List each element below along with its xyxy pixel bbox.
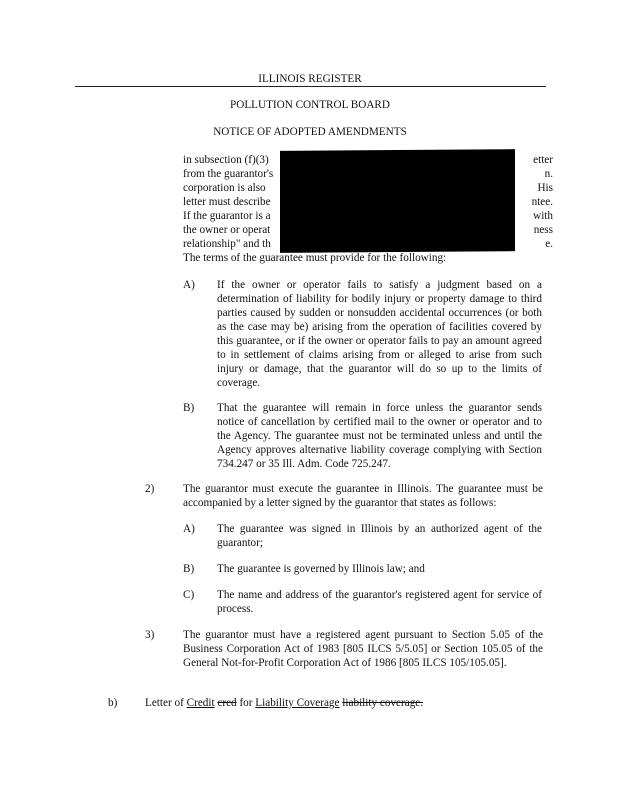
fragment: n. bbox=[544, 168, 553, 180]
item-2a-text: The guarantee was signed in Illinois by an authorized agent of the guarantor; bbox=[217, 523, 542, 549]
intro-line: the owner or operat bbox=[183, 224, 271, 236]
term-b-label: B) bbox=[183, 402, 195, 414]
item-2c-label: C) bbox=[183, 589, 195, 601]
header-rule bbox=[75, 86, 546, 87]
item-2-text: The guarantor must execute the guarantee in Illinois. The guarantee must be accompanied by a letter signed by the guarantor that states as follows: bbox=[183, 483, 543, 509]
intro-line: letter must describe bbox=[183, 196, 271, 208]
item-2-label: 2) bbox=[145, 483, 155, 495]
term-b-text: That the guarantee will remain in force unless the guarantor sends notice of cancellation by certified mail to the owner or operator and to the Agency. The guarantee must not be terminated unless and until the Agency approves alternative liability coverage complying with Section 734.247 or 35 Ill. Adm. Code 725.247. bbox=[217, 402, 542, 470]
item-b-credit: Credit bbox=[186, 697, 215, 709]
item-b-struck-liability: liability coverage. bbox=[342, 697, 424, 709]
fragment: ness bbox=[533, 224, 553, 236]
item-b-heading bbox=[145, 696, 545, 710]
item-b-prefix: Letter of bbox=[145, 697, 187, 709]
intro-line: relationship" and th bbox=[183, 238, 271, 250]
term-a-text: If the owner or operator fails to satisfy a judgment based on a determination of liability for bodily injury or property damage to third parties caused by sudden or nonsudden accidental occurrences (or both as the case may be) arising from the operation of facilities covered by this guarantee, or if the owner or operator fails to pay an amount agreed to in settlement of claims arising from or alleged to arise from such injury or damage, that the guarantor will do so up to the limits of coverage. bbox=[217, 279, 542, 389]
term-a-label: A) bbox=[183, 279, 195, 291]
fragment: e. bbox=[545, 238, 553, 250]
fragment: with bbox=[533, 210, 553, 222]
register-title: ILLINOIS REGISTER bbox=[258, 73, 362, 85]
redaction-block bbox=[280, 149, 515, 253]
item-3-text: The guarantor must have a registered agent pursuant to Section 5.05 of the Business Corporation Act of 1983 [805 ILCS 5/5.05] or Section 105.05 of the General Not-for-Profit Corporation Act of 1986 [805 ILCS 105/105.05]. bbox=[183, 629, 543, 669]
fragment: His bbox=[537, 182, 553, 194]
item-3-label: 3) bbox=[145, 629, 155, 641]
item-b-label: b) bbox=[108, 697, 118, 709]
intro-line: in subsection (f)(3) bbox=[183, 154, 269, 166]
item-b-liability: Liability Coverage bbox=[255, 697, 340, 709]
item-2a-label: A) bbox=[183, 523, 195, 535]
item-b-struck-credit: cred bbox=[217, 697, 237, 709]
item-2c-text: The name and address of the guarantor's registered agent for service of process. bbox=[217, 589, 542, 615]
fragment: etter bbox=[533, 154, 553, 166]
intro-line: from the guarantor's bbox=[183, 168, 274, 180]
board-title: POLLUTION CONTROL BOARD bbox=[230, 99, 390, 111]
item-b-mid: for bbox=[236, 697, 256, 709]
intro-line: The terms of the guarantee must provide for the following: bbox=[183, 252, 447, 264]
item-2b-text: The guarantee is governed by Illinois law; and bbox=[217, 563, 425, 575]
intro-line: corporation is also bbox=[183, 182, 266, 194]
item-2b-label: B) bbox=[183, 563, 195, 575]
notice-title: NOTICE OF ADOPTED AMENDMENTS bbox=[213, 126, 407, 138]
intro-line: If the guarantor is a bbox=[183, 210, 271, 222]
intro-right-fragments bbox=[513, 153, 553, 251]
fragment: ntee. bbox=[531, 196, 553, 208]
